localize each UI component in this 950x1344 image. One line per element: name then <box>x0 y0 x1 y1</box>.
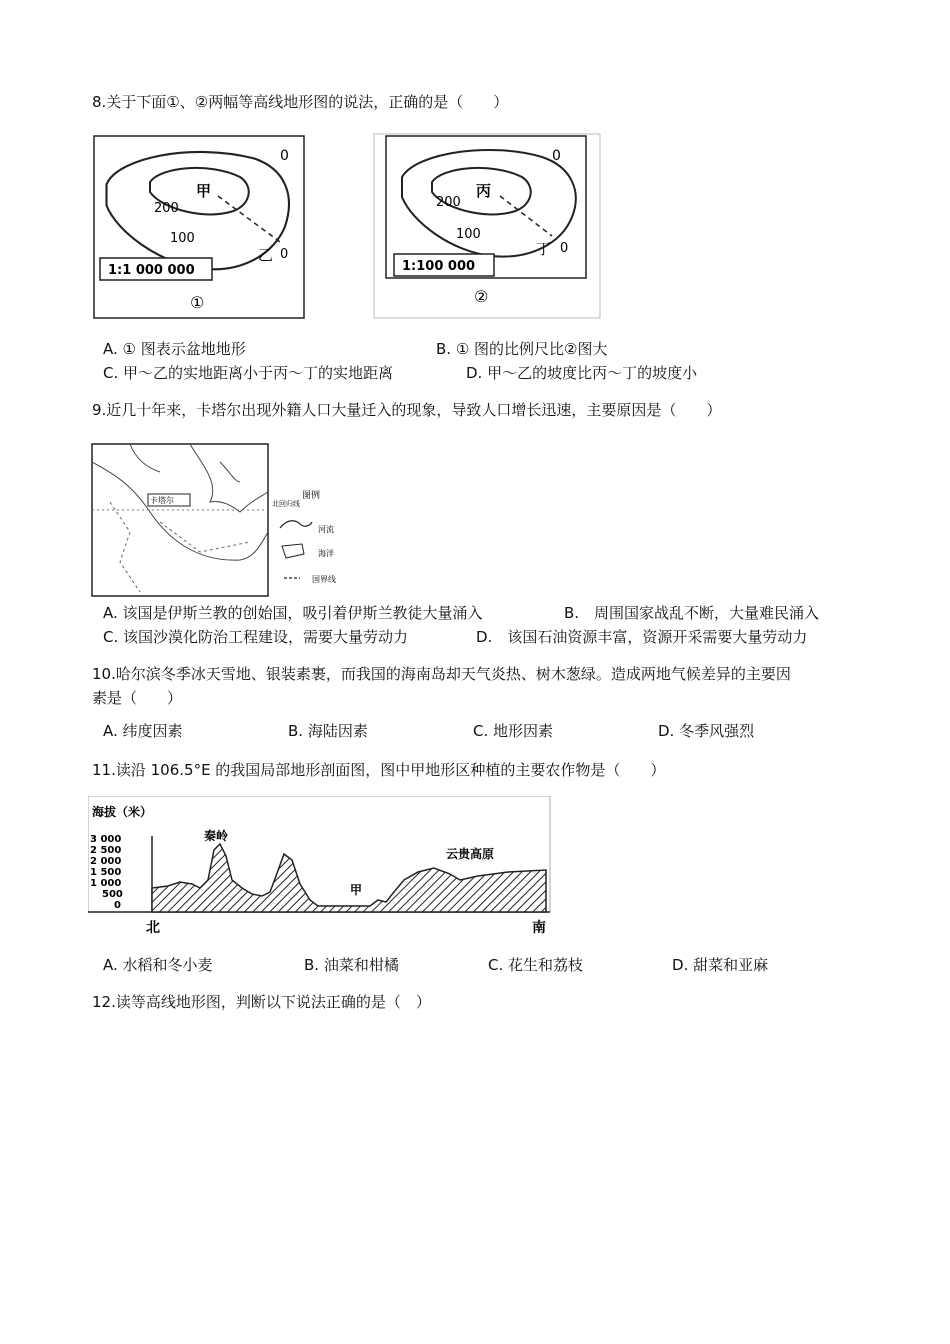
map1-label-yi: 乙 <box>258 246 274 264</box>
tick-2000: 2 000 <box>90 856 122 867</box>
legend-river: 河流 <box>318 525 334 534</box>
legend-border: 国界线 <box>312 575 336 584</box>
tick-0: 0 <box>114 900 121 911</box>
q10-option-b[interactable]: B. 海陆因素 <box>288 722 368 740</box>
q10-option-a[interactable]: A. 纬度因素 <box>103 722 183 740</box>
q8-option-c[interactable]: C. 甲～乙的实地距离小于丙～丁的实地距离 <box>103 364 394 382</box>
map1-label-100: 100 <box>170 231 195 246</box>
north-label: 北 <box>146 920 160 936</box>
legend-title: 图例 <box>302 491 321 501</box>
qatar-label: 卡塔尔 <box>150 496 174 505</box>
map1-scale: 1:1 000 000 <box>108 263 195 278</box>
legend-sea: 海洋 <box>318 549 334 558</box>
q9-option-d[interactable]: D. 该国石油资源丰富，资源开采需要大量劳动力 <box>476 628 808 646</box>
map1-label-0: 0 <box>280 148 289 164</box>
q10-option-c[interactable]: C. 地形因素 <box>473 722 554 740</box>
map2-label-0b: 0 <box>560 241 569 256</box>
map2-scale: 1:100 000 <box>402 259 476 274</box>
q10-stem-line1: 10.哈尔滨冬季冰天雪地、银装素裹，而我国的海南岛却天气炎热、树木葱绿。造成两地气候差异的主要因 <box>92 665 791 683</box>
q9-option-c[interactable]: C. 该国沙漠化防治工程建设，需要大量劳动力 <box>103 628 409 646</box>
map2-number: ② <box>474 287 489 306</box>
q11-option-b[interactable]: B. 油菜和柑橘 <box>304 956 399 974</box>
q8-option-d[interactable]: D. 甲～乙的坡度比丙～丁的坡度小 <box>466 364 698 382</box>
tick-500: 500 <box>102 889 123 900</box>
q10-option-d[interactable]: D. 冬季风强烈 <box>658 722 755 740</box>
yungui-label: 云贵高原 <box>446 847 495 861</box>
map2-label-0: 0 <box>552 148 561 164</box>
tick-2500: 2 500 <box>90 845 122 856</box>
contour-map-2 <box>372 132 602 320</box>
tick-1500: 1 500 <box>90 867 122 878</box>
terrain-profile <box>88 796 554 938</box>
map2-label-bing: 丙 <box>476 182 492 200</box>
q11-stem: 11.读沿 106.5°E 的我国局部地形剖面图，图中甲地形区种植的主要农作物是（ ） <box>92 761 666 779</box>
map2-label-ding: 丁 <box>536 240 552 258</box>
map1-label-0b: 0 <box>280 247 289 262</box>
qinling-label: 秦岭 <box>204 829 229 843</box>
jia-label: 甲 <box>350 883 363 897</box>
map1-label-jia: 甲 <box>196 182 212 200</box>
q11-option-d[interactable]: D. 甜菜和亚麻 <box>672 956 769 974</box>
q10-stem-line2: 素是（ ） <box>92 689 183 707</box>
contour-map-1 <box>90 132 306 320</box>
q11-option-a[interactable]: A. 水稻和冬小麦 <box>103 956 213 974</box>
tropic-label: 北回归线 <box>272 500 300 508</box>
map1-label-200: 200 <box>154 201 179 216</box>
map2-label-200: 200 <box>436 195 461 210</box>
q11-option-c[interactable]: C. 花生和荔枝 <box>488 956 584 974</box>
q12-stem: 12.读等高线地形图，判断以下说法正确的是（ ） <box>92 993 431 1011</box>
q9-option-a[interactable]: A. 该国是伊斯兰教的创始国，吸引着伊斯兰教徒大量涌入 <box>103 604 483 622</box>
south-label: 南 <box>532 920 546 936</box>
qatar-map <box>90 442 362 598</box>
map2-label-100: 100 <box>456 227 481 242</box>
q8-stem: 8.关于下面①、②两幅等高线地形图的说法，正确的是（ ） <box>92 93 509 111</box>
q9-option-b[interactable]: B. 周围国家战乱不断，大量难民涌入 <box>564 604 820 622</box>
ylabel: 海拔（米） <box>92 805 153 819</box>
map1-number: ① <box>190 293 205 312</box>
tick-3000: 3 000 <box>90 834 122 845</box>
q8-option-b[interactable]: B. ① 图的比例尺比②图大 <box>436 340 608 358</box>
q8-option-a[interactable]: A. ① 图表示盆地地形 <box>103 340 246 358</box>
q9-stem: 9.近几十年来，卡塔尔出现外籍人口大量迁入的现象，导致人口增长迅速，主要原因是（ ） <box>92 401 722 419</box>
tick-1000: 1 000 <box>90 878 122 889</box>
